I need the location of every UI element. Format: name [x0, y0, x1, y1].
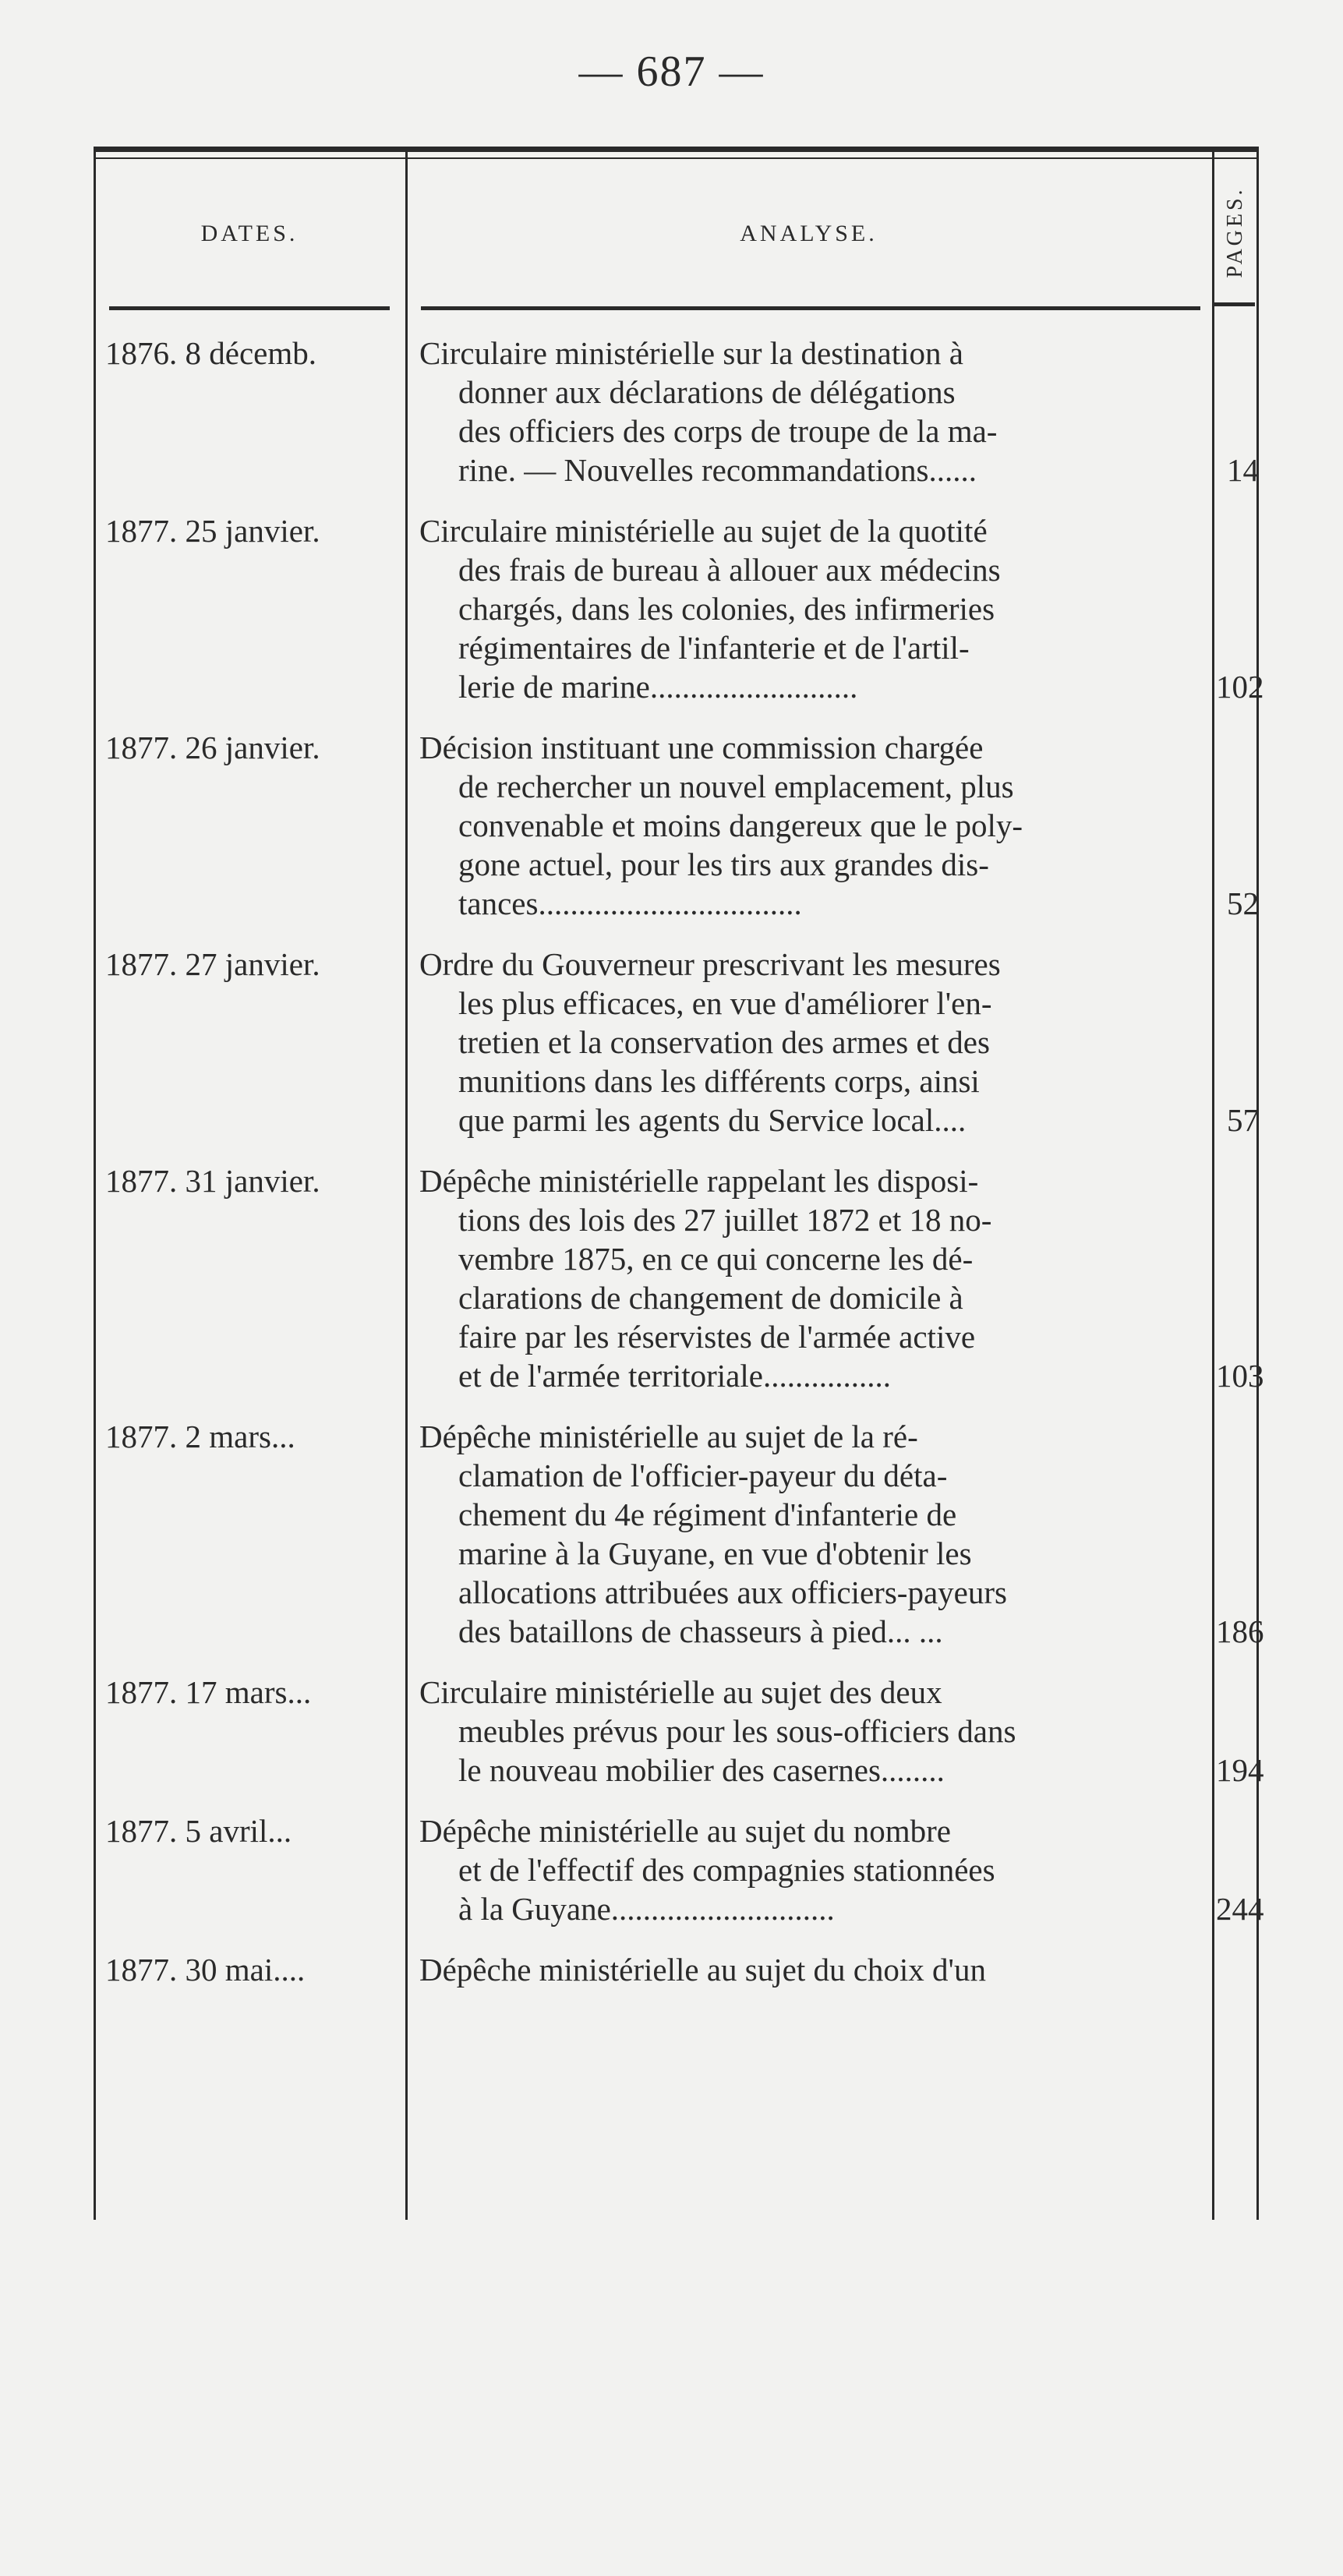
analysis-line: chargés, dans les colonies, des infirmeries	[458, 591, 995, 627]
analysis-line: chement du 4e régiment d'infanterie de	[458, 1496, 957, 1532]
analysis-line: des frais de bureau à allouer aux médecins	[458, 552, 1001, 588]
entry-analysis	[419, 945, 1210, 1140]
analysis-line: Circulaire ministérielle au sujet de la quotité	[419, 513, 988, 549]
analysis-line: Dépêche ministérielle au sujet du choix d'un	[419, 1952, 986, 1988]
entry-analysis	[419, 1950, 1210, 1989]
page-reference: 52	[1227, 885, 1259, 921]
entry-analysis	[419, 1161, 1210, 1395]
analysis-line: des officiers des corps de troupe de la ma-	[458, 413, 998, 449]
analysis-line: donner aux déclarations de délégations	[458, 374, 956, 410]
analysis-line: lerie de marine..........................	[458, 669, 858, 705]
entry-date: 1877. 5 avril...	[105, 1813, 292, 1849]
analysis-line: munitions dans les différents corps, ainsi	[458, 1063, 980, 1099]
page-reference: 186	[1216, 1613, 1264, 1649]
entry-date: 1876. 8 décemb.	[105, 335, 316, 371]
analysis-line: des bataillons de chasseurs à pied... ...	[458, 1613, 943, 1649]
analysis-line: tances.................................	[458, 885, 802, 921]
analysis-line: faire par les réservistes de l'armée active	[458, 1319, 976, 1355]
entry-analysis	[419, 1673, 1210, 1790]
entry-analysis	[419, 1417, 1210, 1651]
entry-analysis	[419, 334, 1210, 489]
analysis-line: meubles prévus pour les sous-officiers dans	[458, 1713, 1016, 1749]
entry-analysis	[419, 728, 1210, 923]
dates-header-rule	[109, 306, 390, 310]
entry-date: 1877. 30 mai....	[105, 1952, 306, 1988]
dates-column-divider	[405, 147, 408, 2220]
analysis-line: Dépêche ministérielle au sujet du nombre	[419, 1813, 951, 1849]
analysis-line: à la Guyane............................	[458, 1891, 835, 1927]
entry-analysis	[419, 1811, 1210, 1928]
analysis-line: Circulaire ministérielle au sujet des deux	[419, 1674, 942, 1710]
entry-date: 1877. 25 janvier.	[105, 513, 320, 549]
pages-column-divider	[1212, 147, 1214, 2220]
pages-header-rule	[1214, 302, 1255, 306]
analysis-line: Dépêche ministérielle rappelant les disposi-	[419, 1163, 979, 1199]
analysis-line: et de l'armée territoriale................	[458, 1358, 891, 1394]
entry-date: 1877. 31 janvier.	[105, 1163, 320, 1199]
left-border	[94, 147, 96, 2220]
analysis-line: de rechercher un nouvel emplacement, plus	[458, 769, 1014, 804]
index-table	[94, 147, 1264, 2220]
analyse-header-rule	[421, 306, 1200, 310]
page-reference: 103	[1216, 1358, 1264, 1394]
analysis-line: le nouveau mobilier des casernes........	[458, 1752, 945, 1788]
analysis-line: tretien et la conservation des armes et des	[458, 1024, 990, 1060]
analysis-line: Décision instituant une commission chargée	[419, 730, 984, 765]
page-reference: 194	[1216, 1752, 1264, 1788]
entry-analysis	[419, 511, 1210, 706]
analysis-line: rine. — Nouvelles recommandations......	[458, 452, 977, 488]
analysis-line: gone actuel, pour les tirs aux grandes dis-	[458, 846, 989, 882]
page-number: — 687 —	[578, 48, 765, 96]
analysis-line: régimentaires de l'infanterie et de l'artil-	[458, 630, 970, 666]
analysis-line: clamation de l'officier-payeur du déta-	[458, 1458, 948, 1493]
analysis-line: les plus efficaces, en vue d'améliorer l'en-	[458, 985, 992, 1021]
column-header-analyse: ANALYSE.	[740, 221, 878, 246]
entry-date: 1877. 27 janvier.	[105, 946, 320, 982]
analysis-line: clarations de changement de domicile à	[458, 1280, 963, 1316]
column-header-pages: PAGES.	[1223, 186, 1247, 278]
analysis-line: Dépêche ministérielle au sujet de la ré-	[419, 1419, 918, 1454]
analysis-line: Circulaire ministérielle sur la destination à	[419, 335, 963, 371]
analysis-line: vembre 1875, en ce qui concerne les dé-	[458, 1241, 974, 1277]
page-reference: 244	[1216, 1891, 1264, 1927]
page-reference: 57	[1227, 1102, 1259, 1138]
analysis-line: que parmi les agents du Service local....	[458, 1102, 967, 1138]
top-rule-thin	[94, 157, 1259, 159]
analysis-line: et de l'effectif des compagnies stationnées	[458, 1852, 995, 1888]
entry-date: 1877. 26 janvier.	[105, 730, 320, 765]
entry-date: 1877. 17 mars...	[105, 1674, 312, 1710]
analysis-line: convenable et moins dangereux que le poly-	[458, 807, 1023, 843]
page-reference: 102	[1216, 669, 1264, 705]
analysis-line: marine à la Guyane, en vue d'obtenir les	[458, 1535, 972, 1571]
page-reference: 14	[1227, 452, 1259, 488]
analysis-line: allocations attribuées aux officiers-payeurs	[458, 1574, 1007, 1610]
column-header-dates: DATES.	[200, 221, 299, 246]
analysis-line: tions des lois des 27 juillet 1872 et 18 no-	[458, 1202, 992, 1238]
entry-date: 1877. 2 mars...	[105, 1419, 295, 1454]
analysis-line: Ordre du Gouverneur prescrivant les mesures	[419, 946, 1001, 982]
top-rule	[94, 147, 1259, 152]
